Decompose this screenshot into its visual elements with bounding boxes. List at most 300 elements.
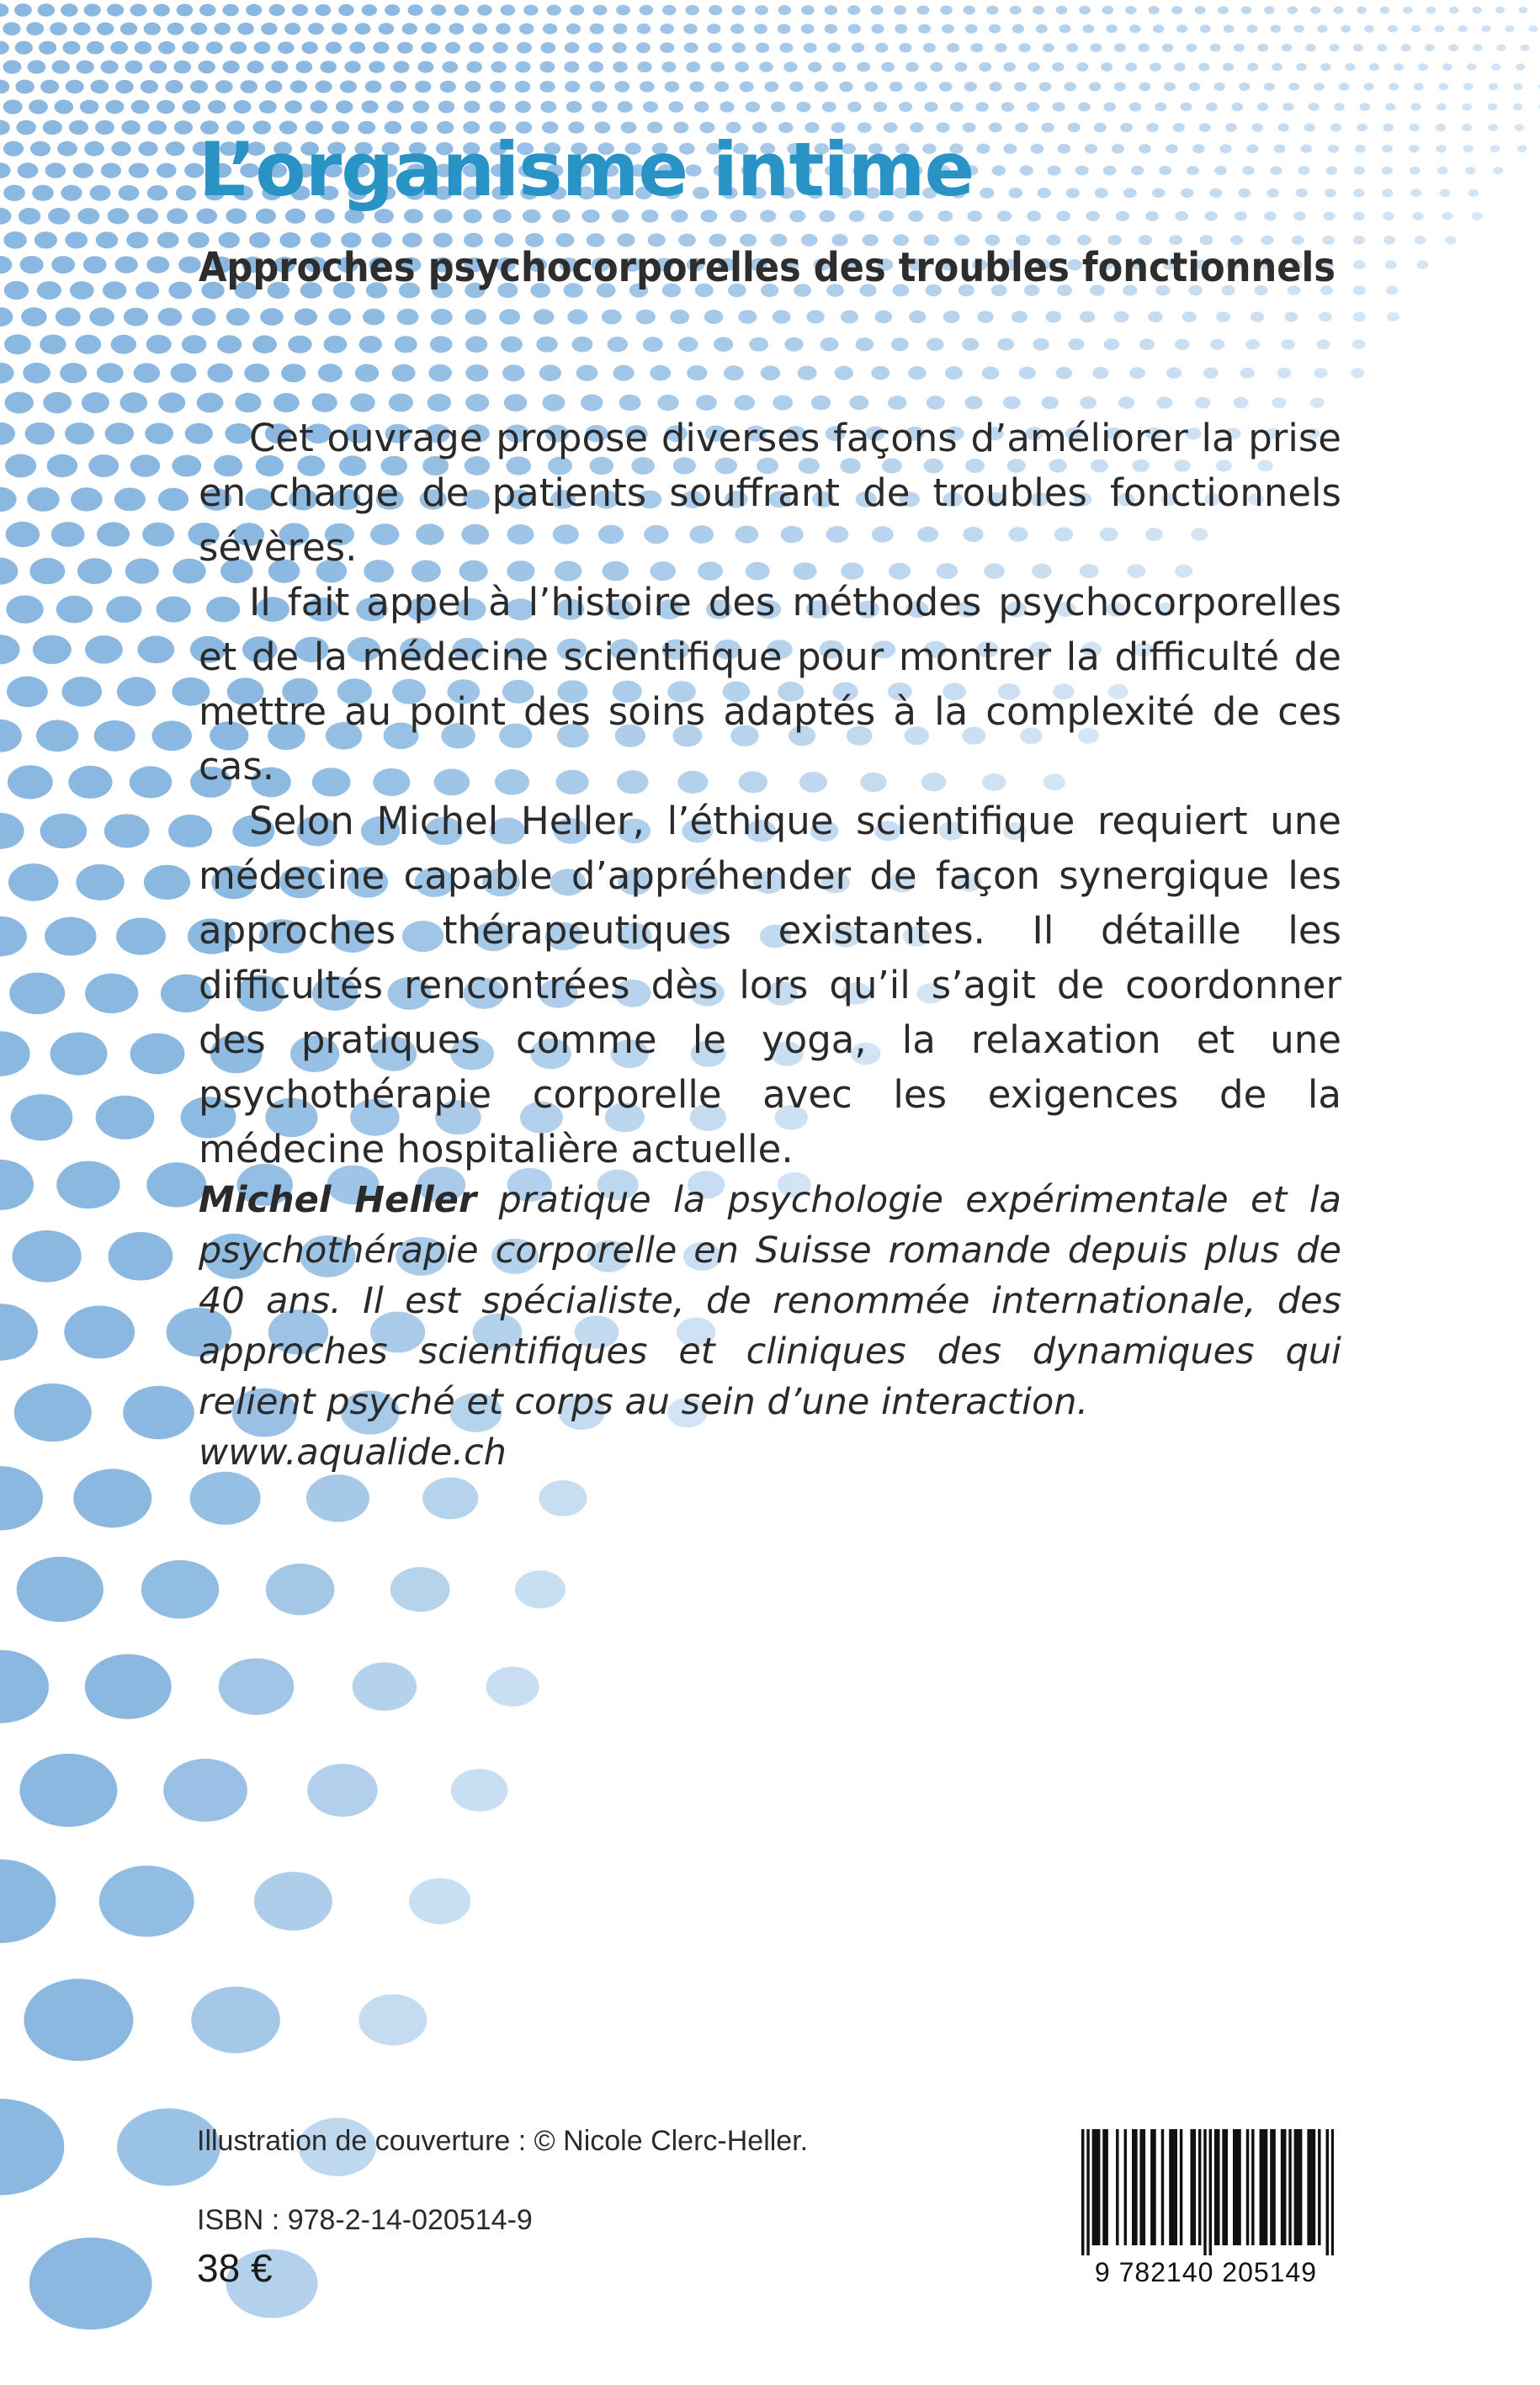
pattern-dot xyxy=(111,335,136,354)
pattern-dot xyxy=(637,61,651,72)
pattern-dot xyxy=(1436,104,1447,111)
pattern-dot xyxy=(1241,6,1252,13)
pattern-dot xyxy=(374,42,390,54)
pattern-dot xyxy=(1436,124,1446,131)
pattern-dot xyxy=(131,100,150,114)
pattern-dot xyxy=(1472,212,1483,220)
pattern-dot xyxy=(0,162,11,178)
pattern-dot xyxy=(1038,188,1051,198)
pattern-dot xyxy=(115,256,138,273)
pattern-dot xyxy=(1264,82,1275,91)
pattern-dot xyxy=(1271,25,1282,33)
pattern-dot xyxy=(328,308,351,325)
pattern-dot xyxy=(1247,24,1258,33)
pattern-dot xyxy=(1205,211,1218,220)
pattern-dot xyxy=(19,208,40,225)
pattern-dot xyxy=(295,61,312,73)
pattern-dot xyxy=(442,61,458,73)
pattern-dot xyxy=(431,309,453,325)
pattern-dot xyxy=(694,101,709,112)
pattern-dot xyxy=(738,310,757,324)
pattern-dot xyxy=(593,5,608,16)
pattern-dot xyxy=(172,455,201,477)
pattern-dot xyxy=(740,82,754,93)
pattern-dot xyxy=(1198,63,1209,72)
pattern-dot xyxy=(613,42,627,53)
pattern-dot xyxy=(1377,44,1387,51)
pattern-dot xyxy=(707,24,720,34)
pattern-dot xyxy=(281,364,305,382)
pattern-dot xyxy=(0,2099,64,2196)
pattern-dot xyxy=(1296,189,1308,198)
pattern-dot xyxy=(1473,7,1482,13)
pattern-dot xyxy=(761,365,780,380)
pattern-dot xyxy=(97,363,124,383)
pattern-dot xyxy=(124,308,148,327)
barcode xyxy=(1065,2122,1347,2296)
pattern-dot xyxy=(223,4,239,17)
pattern-dot xyxy=(308,23,324,35)
pattern-dot xyxy=(105,422,134,444)
author-bio-text: pratique la psychologie expérimentale et la psychothérapie corporelle en Suisse romande depuis plus de 40 ans. Il est spécialiste, de renommée internationale, des approches scientifiques et cliniques des dynamiques qui relient psyché et corps au sein d’une interaction. xyxy=(199,1179,1341,1423)
pattern-dot xyxy=(0,1304,38,1361)
pattern-dot xyxy=(1488,104,1498,111)
pattern-dot xyxy=(385,4,400,16)
pattern-dot xyxy=(1414,83,1424,91)
pattern-dot xyxy=(153,4,170,17)
pattern-dot xyxy=(52,61,71,74)
pattern-dot xyxy=(6,595,43,623)
pattern-dot xyxy=(182,335,207,353)
pattern-dot xyxy=(1153,24,1164,33)
pattern-dot xyxy=(581,395,603,412)
pattern-dot xyxy=(908,366,927,380)
pattern-dot xyxy=(116,918,166,955)
pattern-dot xyxy=(1234,397,1249,408)
pattern-dot xyxy=(1354,167,1365,175)
pattern-dot xyxy=(1516,63,1525,70)
pattern-dot xyxy=(1410,167,1421,175)
pattern-dot xyxy=(96,1096,155,1139)
pattern-dot xyxy=(197,393,224,413)
pattern-dot xyxy=(130,1033,185,1075)
pattern-dot xyxy=(1345,63,1355,71)
pattern-dot xyxy=(50,1033,108,1076)
pattern-dot xyxy=(107,4,124,17)
pattern-dot xyxy=(1334,7,1344,14)
pattern-dot xyxy=(1380,7,1390,14)
pattern-dot xyxy=(73,1469,151,1527)
pattern-dot xyxy=(1199,123,1211,132)
pattern-dot xyxy=(5,454,36,478)
pattern-dot xyxy=(975,102,989,112)
pattern-dot xyxy=(472,24,487,35)
pattern-dot xyxy=(1174,63,1186,72)
pattern-dot xyxy=(1513,83,1522,90)
pattern-dot xyxy=(177,4,194,17)
author-bio xyxy=(199,1175,1341,1478)
pattern-dot xyxy=(1282,103,1293,111)
pattern-dot xyxy=(269,4,285,16)
pattern-dot xyxy=(1387,312,1399,321)
pattern-dot xyxy=(1425,44,1435,51)
pattern-dot xyxy=(55,100,74,114)
pattern-dot xyxy=(340,81,357,93)
pattern-dot xyxy=(246,4,262,16)
pattern-dot xyxy=(1270,166,1282,175)
pattern-dot xyxy=(1053,102,1065,111)
pattern-dot xyxy=(40,814,88,849)
pattern-dot xyxy=(1181,189,1193,198)
pattern-dot xyxy=(77,208,99,224)
pattern-dot xyxy=(997,210,1012,221)
pattern-dot xyxy=(324,336,348,353)
pattern-dot xyxy=(144,865,190,900)
pattern-dot xyxy=(76,864,124,900)
pattern-dot xyxy=(173,61,191,74)
pattern-dot xyxy=(930,62,943,72)
pattern-dot xyxy=(1458,25,1468,32)
pattern-dot xyxy=(637,24,651,35)
barcode-bar xyxy=(1092,2129,1095,2245)
pattern-dot xyxy=(501,4,516,15)
pattern-dot xyxy=(271,61,288,73)
pattern-dot xyxy=(784,337,803,352)
pattern-dot xyxy=(1213,82,1224,91)
pattern-dot xyxy=(1187,166,1199,175)
pattern-dot xyxy=(260,308,284,326)
author-website-link[interactable]: www.aqualide.ch xyxy=(199,1432,507,1474)
pattern-dot xyxy=(602,310,622,325)
pattern-dot xyxy=(1176,24,1187,33)
pattern-dot xyxy=(8,765,53,799)
pattern-dot xyxy=(387,101,404,114)
pattern-dot xyxy=(1272,397,1286,408)
pattern-dot xyxy=(417,61,433,73)
pattern-dot xyxy=(19,1754,117,1827)
pattern-dot xyxy=(1216,311,1230,322)
pattern-dot xyxy=(1182,311,1197,322)
pattern-dot xyxy=(1192,144,1204,153)
pattern-dot xyxy=(566,24,581,35)
pattern-dot xyxy=(636,310,656,325)
pattern-dot xyxy=(1357,124,1367,132)
pattern-dot xyxy=(233,100,251,114)
pattern-dot xyxy=(56,307,81,326)
pattern-dot xyxy=(491,61,506,73)
pattern-dot xyxy=(137,208,158,224)
pattern-dot xyxy=(1505,25,1514,32)
pattern-dot xyxy=(1257,103,1268,111)
barcode-bar xyxy=(1294,2129,1297,2245)
pattern-dot xyxy=(145,423,173,444)
pattern-dot xyxy=(350,393,375,412)
pattern-dot xyxy=(686,61,700,72)
pattern-dot xyxy=(1114,44,1126,52)
pattern-dot xyxy=(714,337,733,352)
pattern-dot xyxy=(465,81,481,93)
barcode-bar xyxy=(1209,2129,1212,2255)
pattern-dot xyxy=(430,336,453,353)
pattern-dot xyxy=(1385,260,1397,269)
pattern-dot xyxy=(875,311,893,323)
pattern-dot xyxy=(28,60,46,73)
pattern-dot xyxy=(465,394,489,412)
pattern-dot xyxy=(1052,62,1064,72)
pattern-dot xyxy=(320,61,337,73)
pattern-dot xyxy=(950,102,964,112)
pattern-dot xyxy=(69,120,88,135)
pattern-dot xyxy=(64,1306,135,1359)
pattern-dot xyxy=(1003,62,1016,72)
pattern-dot xyxy=(1106,24,1118,33)
pattern-dot xyxy=(1386,286,1398,295)
pattern-dot xyxy=(1521,45,1530,51)
pattern-dot xyxy=(90,80,109,93)
pattern-dot xyxy=(96,231,119,248)
pattern-dot xyxy=(65,422,94,444)
barcode-bar xyxy=(1214,2129,1217,2245)
pattern-dot xyxy=(1092,367,1108,379)
pattern-dot xyxy=(1293,211,1305,220)
pattern-dot xyxy=(590,81,605,93)
pattern-dot xyxy=(1103,103,1116,112)
pattern-dot xyxy=(141,1560,219,1618)
barcode-bar xyxy=(1153,2129,1155,2245)
pattern-dot xyxy=(39,41,56,55)
pattern-dot xyxy=(50,22,67,35)
pattern-dot xyxy=(613,24,628,35)
pattern-dot xyxy=(1056,210,1070,221)
pattern-dot xyxy=(90,185,111,201)
pattern-dot xyxy=(1320,63,1330,71)
pattern-dot xyxy=(1415,236,1426,244)
pattern-dot xyxy=(379,23,395,35)
barcode-bar xyxy=(1318,2129,1320,2245)
pattern-dot xyxy=(0,1160,34,1210)
pattern-dot xyxy=(565,42,580,53)
pattern-dot xyxy=(208,100,226,114)
pattern-dot xyxy=(157,100,175,114)
pattern-dot xyxy=(732,5,746,15)
pattern-dot xyxy=(1080,311,1095,323)
pattern-dot xyxy=(650,365,671,381)
pattern-dot xyxy=(1305,44,1315,51)
pattern-dot xyxy=(687,365,707,380)
pattern-dot xyxy=(114,488,146,512)
pattern-dot xyxy=(668,101,683,112)
pattern-dot xyxy=(214,23,231,35)
pattern-dot xyxy=(146,257,169,274)
pattern-dot xyxy=(29,99,48,114)
pattern-dot xyxy=(1152,189,1165,199)
pattern-dot xyxy=(369,61,385,72)
pattern-dot xyxy=(265,80,282,93)
pattern-dot xyxy=(27,487,60,512)
pattern-dot xyxy=(1310,6,1320,13)
pattern-dot xyxy=(1210,44,1221,52)
barcode-bar xyxy=(1272,2129,1275,2245)
pattern-dot xyxy=(1066,43,1078,52)
barcode-bar xyxy=(1233,2129,1235,2245)
pattern-dot xyxy=(954,62,967,72)
pattern-dot xyxy=(1014,82,1027,91)
pattern-dot xyxy=(696,395,717,411)
pattern-dot xyxy=(501,337,523,353)
pattern-dot xyxy=(1493,167,1503,174)
pattern-dot xyxy=(590,24,604,35)
pattern-dot xyxy=(150,61,167,74)
pattern-dot xyxy=(1304,124,1315,132)
barcode-bar xyxy=(1326,2129,1329,2255)
pattern-dot xyxy=(976,144,990,154)
pattern-dot xyxy=(1085,144,1097,153)
pattern-dot xyxy=(1383,124,1394,131)
pattern-dot xyxy=(408,4,423,16)
pattern-dot xyxy=(1310,397,1325,408)
pattern-dot xyxy=(66,80,84,93)
pattern-dot xyxy=(917,6,930,15)
pattern-dot xyxy=(1036,24,1048,34)
pattern-dot xyxy=(26,22,44,35)
pattern-dot xyxy=(1519,7,1528,13)
pattern-dot xyxy=(106,596,141,623)
pattern-dot xyxy=(266,1564,335,1615)
pattern-dot xyxy=(499,309,520,325)
pattern-dot xyxy=(130,766,173,798)
pattern-dot xyxy=(735,61,749,72)
pattern-dot xyxy=(1495,7,1505,13)
pattern-dot xyxy=(925,102,938,112)
pattern-dot xyxy=(1148,311,1163,322)
pattern-dot xyxy=(61,677,102,707)
pattern-dot xyxy=(665,81,680,92)
pattern-dot xyxy=(1028,62,1040,72)
pattern-dot xyxy=(71,487,103,511)
pattern-dot xyxy=(23,363,50,384)
barcode-bar xyxy=(1262,2129,1265,2245)
pattern-dot xyxy=(1079,6,1091,14)
pattern-dot xyxy=(146,335,172,354)
pattern-dot xyxy=(1353,189,1365,197)
pattern-dot xyxy=(947,43,959,52)
barcode-bar xyxy=(1081,2129,1084,2255)
pattern-dot xyxy=(290,80,307,93)
pattern-dot xyxy=(1353,44,1363,51)
pattern-dot xyxy=(847,102,862,112)
pattern-dot xyxy=(465,364,488,381)
barcode-bar xyxy=(1105,2129,1107,2245)
pattern-dot xyxy=(536,337,557,353)
pattern-dot xyxy=(822,102,836,113)
pattern-dot xyxy=(295,308,317,325)
pattern-dot xyxy=(1181,103,1192,111)
pattern-dot xyxy=(0,1650,49,1724)
pattern-dot xyxy=(5,392,34,414)
pattern-dot xyxy=(708,43,722,53)
pattern-dot xyxy=(1224,24,1235,33)
pattern-dot xyxy=(1357,7,1367,14)
pattern-dot xyxy=(421,42,437,54)
barcode-bar xyxy=(1331,2129,1334,2255)
pattern-dot xyxy=(1058,144,1071,154)
pattern-dot xyxy=(1351,368,1364,378)
pattern-dot xyxy=(1015,123,1028,133)
pattern-dot xyxy=(0,1859,56,1943)
pattern-dot xyxy=(720,101,734,112)
pattern-dot xyxy=(88,454,119,477)
barcode-bar xyxy=(1116,2129,1118,2245)
pattern-dot xyxy=(95,120,114,135)
barcode-bar xyxy=(1180,2129,1182,2245)
pattern-dot xyxy=(1104,338,1120,350)
pattern-dot xyxy=(613,61,628,72)
pattern-dot xyxy=(683,24,698,34)
pattern-dot xyxy=(1078,103,1091,112)
pattern-dot xyxy=(1482,25,1491,32)
pattern-dot xyxy=(1112,144,1124,153)
pattern-dot xyxy=(1436,145,1446,152)
pattern-dot xyxy=(1489,83,1498,91)
pattern-dot xyxy=(4,281,29,300)
pattern-dot xyxy=(139,141,158,156)
pattern-dot xyxy=(359,336,382,353)
pattern-dot xyxy=(157,232,179,248)
pattern-dot xyxy=(167,208,188,224)
pattern-dot xyxy=(392,364,416,382)
pattern-dot xyxy=(1150,63,1161,72)
barcode-bar xyxy=(1235,2129,1238,2245)
pattern-dot xyxy=(158,41,175,54)
pattern-dot xyxy=(427,394,452,412)
pattern-dot xyxy=(191,1987,280,2053)
pattern-dot xyxy=(839,82,852,92)
pattern-dot xyxy=(1251,123,1263,131)
summary-paragraph: Cet ouvrage propose diverses façons d’améliorer la prise en charge de patients souffrant de troubles fonctionnels sévères. xyxy=(199,416,1341,570)
pattern-dot xyxy=(942,24,954,34)
pattern-dot xyxy=(502,364,525,381)
pattern-dot xyxy=(1114,311,1129,322)
pattern-dot xyxy=(710,61,725,72)
pattern-dot xyxy=(1149,6,1160,14)
pattern-dot xyxy=(1012,311,1028,322)
barcode-bar xyxy=(1169,2129,1171,2245)
pattern-dot xyxy=(48,208,70,225)
pattern-dot xyxy=(1033,338,1049,351)
pattern-dot xyxy=(0,1466,43,1530)
pattern-dot xyxy=(1282,44,1293,51)
pattern-dot xyxy=(397,309,419,326)
pattern-dot xyxy=(616,5,630,16)
pattern-dot xyxy=(1066,188,1080,198)
pattern-dot xyxy=(927,396,945,409)
pattern-dot xyxy=(477,4,492,15)
pattern-dot xyxy=(1442,212,1453,220)
pattern-dot xyxy=(126,231,148,248)
pattern-dot xyxy=(1218,6,1229,14)
pattern-dot xyxy=(1056,6,1068,14)
pattern-dot xyxy=(759,61,773,72)
pattern-dot xyxy=(1326,167,1338,175)
pattern-dot xyxy=(1116,211,1129,221)
pattern-dot xyxy=(82,392,109,413)
pattern-dot xyxy=(115,80,134,93)
pattern-dot xyxy=(1155,103,1166,112)
pattern-dot xyxy=(332,23,348,35)
pattern-dot xyxy=(808,62,821,72)
pattern-dot xyxy=(1048,166,1061,176)
pattern-dot xyxy=(1186,44,1197,52)
